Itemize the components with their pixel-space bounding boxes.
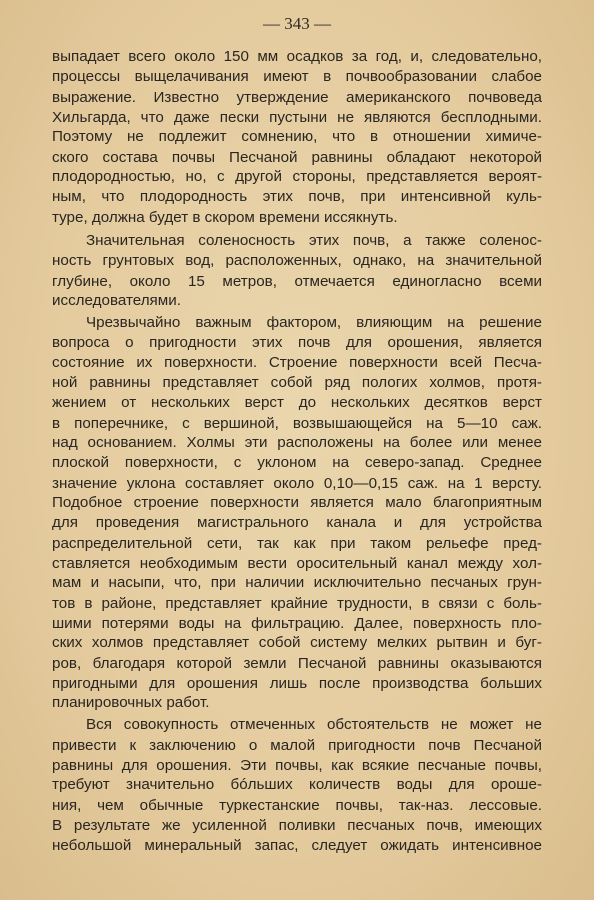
text-line: мам и насыпи, что, при наличии исключительно песчаных грун- — [52, 574, 542, 592]
text-line: ского состава почвы Песчаной равнины обладают некоторой — [52, 148, 542, 166]
text-line: плоской поверхности, с уклоном на северо-запад. Среднее — [52, 454, 542, 472]
text-line: ность грунтовых вод, расположенных, однако, на значительной — [52, 252, 542, 270]
text-line: планировочных работ. — [52, 694, 210, 712]
text-line: состояние их поверхности. Строение поверхности всей Песча- — [52, 353, 542, 371]
text-line: исследователями. — [52, 292, 181, 310]
text-line: ров, благодаря которой земли Песчаной равнины оказываются — [52, 654, 542, 672]
text-line: процессы выщелачивания имеют в почвообразовании слабое — [52, 68, 542, 86]
text-line: Подобное строение поверхности является мало благоприятным — [52, 494, 542, 511]
page-number: — 343 — — [263, 14, 331, 33]
text-line: ставляется необходимым вести оросительный канал между хол- — [52, 554, 542, 572]
text-line: Вся совокупность отмеченных обстоятельств не может не — [86, 716, 542, 734]
text-line: ным, что плодородность этих почв, при интенсивной куль- — [52, 188, 542, 206]
text-line: плодородностью, но, с другой стороны, представляется вероят- — [52, 168, 542, 185]
text-line: привести к заключению о малой пригодности почв Песчаной — [52, 736, 542, 754]
text-line: Хильгарда, что даже пески пустыни не являются бесплодными. — [52, 108, 542, 126]
text-line: требуют значительно бóльших количеств воды для ороше- — [52, 776, 542, 794]
text-line: тов в районе, представляет крайние трудности, в связи с боль- — [52, 594, 542, 612]
text-line: шими потерями воды на фильтрацию. Далее, поверхность пло- — [52, 614, 542, 632]
text-line: выражение. Известно утверждение американского почвоведа — [52, 88, 542, 106]
text-line: для проведения магистрального канала и для устройства — [52, 514, 542, 532]
text-line: вопроса о пригодности этих почв для орошения, является — [52, 334, 542, 352]
text-line: над основанием. Холмы эти расположены на более или менее — [52, 434, 542, 452]
text-line: в поперечнике, с вершиной, возвышающейся на 5—10 саж. — [52, 414, 542, 432]
text-line: ских холмов представляет собой систему мелких рытвин и буг- — [52, 634, 542, 652]
text-line: значение уклона составляет около 0,10—0,15 саж. на 1 версту. — [52, 474, 542, 492]
text-line: туре, должна будет в скором времени иссякнуть. — [52, 208, 398, 226]
text-line: Поэтому не подлежит сомнению, что в отношении химиче- — [52, 128, 542, 146]
text-line: ния, чем обычные туркестанские почвы, так-наз. лессовые. — [52, 796, 542, 814]
text-line: выпадает всего около 150 мм осадков за год, и, следовательно, — [52, 48, 542, 65]
text-line: глубине, около 15 метров, отмечается единогласно всеми — [52, 272, 542, 290]
text-line: В результате же усиленной поливки песчаных почв, имеющих — [52, 816, 542, 834]
text-line: пригодными для орошения лишь после производства больших — [52, 674, 542, 692]
text-line: Значительная соленосность этих почв, а также соленос- — [86, 232, 542, 250]
text-line: небольшой минеральный запас, следует ожидать интенсивное — [52, 837, 542, 854]
text-line: равнины для орошения. Эти почвы, как всякие песчаные почвы, — [52, 756, 542, 774]
text-line: жением от нескольких верст до нескольких десятков верст — [52, 394, 542, 412]
text-line: Чрезвычайно важным фактором, влияющим на решение — [86, 314, 542, 332]
text-line: ной равнины представляет собой ряд пологих холмов, протя- — [52, 374, 542, 392]
text-line: распределительной сети, так как при таком рельефе пред- — [52, 534, 542, 552]
